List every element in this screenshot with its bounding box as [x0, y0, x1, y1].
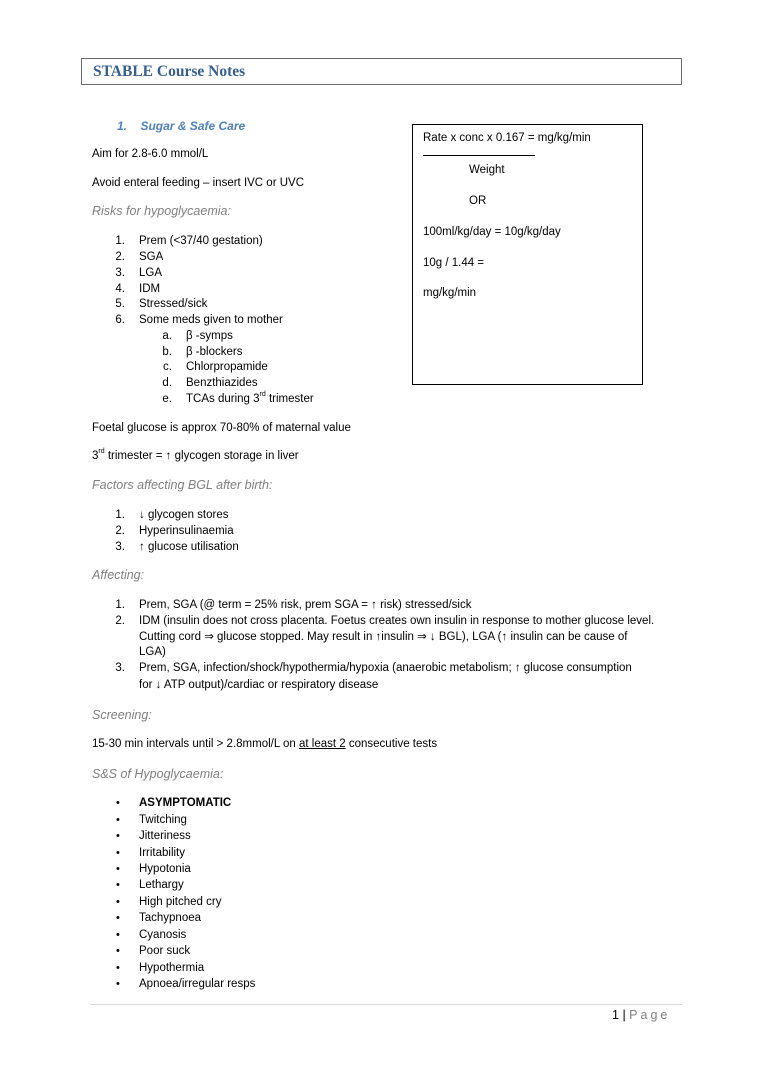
superscript: rd — [259, 391, 266, 399]
list-item-number: 1. — [115, 599, 125, 611]
formula-weight: Weight — [469, 164, 505, 176]
list-item: Prem, SGA (@ term = 25% risk, prem SGA = ↑ risk) stressed/sick — [139, 599, 472, 611]
bullet: • — [116, 962, 120, 974]
list-item-number: 5. — [115, 298, 125, 310]
list-item: Prem (<37/40 gestation) — [139, 235, 263, 247]
sub-item: Chlorpropamide — [186, 361, 268, 373]
bullet-item: Lethargy — [139, 879, 184, 891]
trimester-rest: trimester = ↑ glycogen storage in liver — [104, 450, 299, 462]
bullet-item: High pitched cry — [139, 896, 222, 908]
sub-item: β -blockers — [186, 346, 243, 358]
fraction-line — [423, 155, 535, 156]
list-item: Stressed/sick — [139, 298, 208, 310]
bullet-item: Poor suck — [139, 945, 191, 957]
list-item: ↓ glycogen stores — [139, 509, 229, 521]
bullet: • — [116, 896, 120, 908]
sub-item-text: trimester — [265, 393, 314, 405]
list-item-number: 3. — [115, 662, 125, 674]
list-item-continuation: Cutting cord ⇒ glucose stopped. May result in ↑insulin ⇒ ↓ BGL), LGA (↑ insulin can be cause of — [139, 631, 628, 643]
page-footer — [612, 1008, 670, 1022]
trimester-number: 3 — [92, 450, 99, 462]
list-item-number: 6. — [115, 314, 125, 326]
sub-item — [186, 392, 314, 406]
list-item-number: 3. — [115, 541, 125, 553]
list-item-number: 3. — [115, 267, 125, 279]
bullet-item: Hypothermia — [139, 962, 205, 974]
sub-item-letter: c. — [163, 361, 172, 373]
list-item: Hyperinsulinaemia — [139, 525, 234, 537]
screening-underlined: at least 2 — [299, 738, 346, 750]
intro-aim: Aim for 2.8-6.0 mmol/L — [92, 148, 209, 160]
sub-item-letter: a. — [162, 330, 172, 342]
sub-item: β -symps — [186, 330, 233, 342]
page-number: 1 — [612, 1008, 619, 1022]
section-title: Sugar & Safe Care — [140, 119, 246, 133]
bullet-item: Tachypnoea — [139, 912, 202, 924]
bullet: • — [116, 912, 120, 924]
bullet: • — [116, 847, 120, 859]
bullet: • — [116, 814, 120, 826]
bullet: • — [116, 929, 120, 941]
bullet: • — [116, 863, 120, 875]
list-item-continuation: LGA) — [139, 646, 166, 658]
bullet-item: ASYMPTOMATIC — [139, 797, 232, 809]
superscript: rd — [98, 448, 105, 456]
bullet-item: Twitching — [139, 814, 187, 826]
screening-text-before: 15-30 min intervals until > 2.8mmol/L on — [92, 738, 299, 750]
screening-text — [92, 737, 437, 751]
sub-item: Benzthiazides — [186, 377, 258, 389]
page-header-title: STABLE Course Notes — [93, 63, 246, 80]
list-item: ↑ glucose utilisation — [139, 541, 239, 553]
formula-box — [412, 124, 643, 385]
affecting-heading: Affecting: — [92, 568, 145, 582]
formula-unit: mg/kg/min — [423, 287, 477, 299]
list-item: Some meds given to mother — [139, 314, 283, 326]
sub-item-letter: b. — [162, 346, 172, 358]
list-item: IDM — [139, 283, 161, 295]
footer-divider — [90, 1004, 682, 1005]
list-item-number: 2. — [115, 615, 125, 627]
list-item-continuation: for ↓ ATP output)/cardiac or respiratory disease — [139, 679, 379, 691]
sub-item-letter: d. — [162, 377, 172, 389]
trimester-text — [92, 449, 299, 463]
sub-item-text: TCAs during 3 — [186, 393, 260, 405]
bullet: • — [116, 978, 120, 990]
list-item-number: 4. — [115, 283, 125, 295]
risks-heading: Risks for hypoglycaemia: — [92, 204, 231, 218]
bullet-item: Hypotonia — [139, 863, 191, 875]
list-item: Prem, SGA, infection/shock/hypothermia/hypoxia (anaerobic metabolism; ↑ glucose consumption — [139, 662, 632, 674]
intro-enteral: Avoid enteral feeding – insert IVC or UVC — [92, 177, 305, 189]
bullet-item: Irritability — [139, 847, 186, 859]
footer-separator: | — [622, 1008, 626, 1022]
sns-heading: S&S of Hypoglycaemia: — [92, 767, 224, 781]
foetal-glucose-text: Foetal glucose is approx 70-80% of maternal value — [92, 422, 351, 434]
page-label: Page — [629, 1008, 671, 1022]
bullet-item: Jitteriness — [139, 830, 191, 842]
factors-heading: Factors affecting BGL after birth: — [92, 478, 273, 492]
list-item-number: 1. — [115, 509, 125, 521]
bullet: • — [116, 830, 120, 842]
list-item: SGA — [139, 251, 164, 263]
list-item-number: 1. — [115, 235, 125, 247]
list-item: IDM (insulin does not cross placenta. Foetus creates own insulin in response to mother glucose level. — [139, 615, 655, 627]
list-item-number: 2. — [115, 251, 125, 263]
list-item-number: 2. — [115, 525, 125, 537]
section-number: 1. — [117, 119, 128, 133]
screening-text-after: consecutive tests — [345, 738, 438, 750]
formula-conversion: 10g / 1.44 = — [423, 257, 485, 269]
bullet-item: Apnoea/irregular resps — [139, 978, 256, 990]
list-item: LGA — [139, 267, 163, 279]
bullet: • — [116, 945, 120, 957]
section-heading — [117, 117, 245, 135]
formula-volume: 100ml/kg/day = 10g/kg/day — [423, 226, 561, 238]
formula-or: OR — [469, 195, 487, 207]
bullet: • — [116, 797, 120, 809]
screening-heading: Screening: — [92, 708, 152, 722]
bullet: • — [116, 879, 120, 891]
formula-rate: Rate x conc x 0.167 = mg/kg/min — [423, 132, 591, 144]
bullet-item: Cyanosis — [139, 929, 187, 941]
sub-item-letter: e. — [162, 393, 172, 405]
